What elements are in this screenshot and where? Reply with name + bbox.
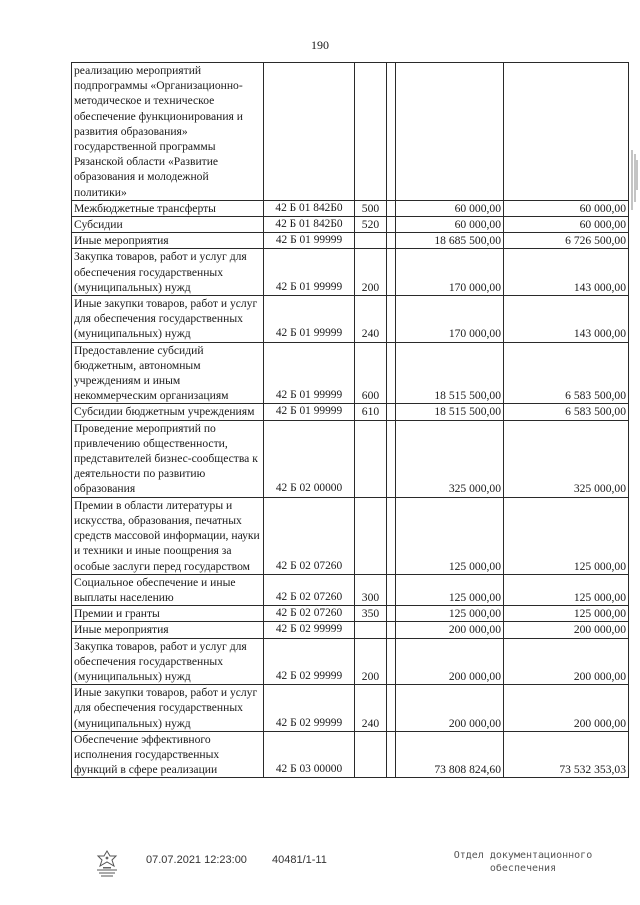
cell-sum-2 bbox=[504, 63, 629, 201]
cell-spacer bbox=[387, 63, 396, 201]
table-row bbox=[72, 249, 629, 296]
cell-spacer bbox=[387, 420, 396, 497]
cell-name: Иные закупки товаров, работ и услуг для обеспечения государственных (муниципальных) нужд bbox=[72, 296, 264, 343]
cell-name: Иные мероприятия bbox=[72, 233, 264, 249]
table-row bbox=[72, 296, 629, 343]
cell-name: Субсидии bbox=[72, 217, 264, 233]
table-row bbox=[72, 574, 629, 605]
cell-name: Закупка товаров, работ и услуг для обеспечения государственных (муниципальных) нужд bbox=[72, 638, 264, 685]
cell-spacer bbox=[387, 217, 396, 233]
cell-spacer bbox=[387, 497, 396, 574]
cell-name: Премии в области литературы и искусства, образования, печатных средств массовой информации, науки и техники и иные поощрения за особые заслуги перед государством bbox=[72, 497, 264, 574]
cell-sum-2: 6 583 500,00 bbox=[504, 342, 629, 404]
cell-expense-type: 200 bbox=[355, 638, 387, 685]
cell-sum-1: 125 000,00 bbox=[396, 574, 504, 605]
cell-sum-2: 60 000,00 bbox=[504, 217, 629, 233]
cell-sum-2: 125 000,00 bbox=[504, 606, 629, 622]
cell-spacer bbox=[387, 249, 396, 296]
cell-sum-2: 143 000,00 bbox=[504, 249, 629, 296]
table-row bbox=[72, 497, 629, 574]
cell-spacer bbox=[387, 606, 396, 622]
emblem-stamp-icon bbox=[92, 848, 122, 878]
cell-target-code: 42 Б 02 07260 bbox=[264, 606, 355, 622]
cell-target-code: 42 Б 01 99999 bbox=[264, 249, 355, 296]
cell-sum-2: 200 000,00 bbox=[504, 638, 629, 685]
footer-doc-number: 40481/1-11 bbox=[272, 854, 327, 866]
cell-target-code: 42 Б 01 99999 bbox=[264, 233, 355, 249]
cell-sum-2: 200 000,00 bbox=[504, 685, 629, 732]
cell-spacer bbox=[387, 404, 396, 420]
cell-sum-2: 60 000,00 bbox=[504, 200, 629, 216]
cell-name: Иные мероприятия bbox=[72, 622, 264, 638]
cell-name: Предоставление субсидий бюджетным, автономным учреждениям и иным некоммерческим организациям bbox=[72, 342, 264, 404]
cell-expense-type bbox=[355, 233, 387, 249]
cell-expense-type: 240 bbox=[355, 296, 387, 343]
cell-sum-2: 325 000,00 bbox=[504, 420, 629, 497]
cell-target-code: 42 Б 02 99999 bbox=[264, 685, 355, 732]
cell-spacer bbox=[387, 638, 396, 685]
table-row bbox=[72, 622, 629, 638]
cell-sum-2: 200 000,00 bbox=[504, 622, 629, 638]
cell-expense-type bbox=[355, 731, 387, 778]
cell-target-code: 42 Б 02 07260 bbox=[264, 497, 355, 574]
cell-sum-1: 18 515 500,00 bbox=[396, 404, 504, 420]
cell-sum-1: 73 808 824,60 bbox=[396, 731, 504, 778]
page-number: 190 bbox=[311, 38, 329, 52]
cell-target-code: 42 Б 01 842Б0 bbox=[264, 200, 355, 216]
cell-sum-2: 6 583 500,00 bbox=[504, 404, 629, 420]
table-row bbox=[72, 342, 629, 404]
cell-expense-type: 600 bbox=[355, 342, 387, 404]
cell-sum-1: 18 515 500,00 bbox=[396, 342, 504, 404]
cell-sum-2: 143 000,00 bbox=[504, 296, 629, 343]
cell-target-code: 42 Б 02 00000 bbox=[264, 420, 355, 497]
cell-sum-2: 73 532 353,03 bbox=[504, 731, 629, 778]
table-row bbox=[72, 638, 629, 685]
cell-target-code: 42 Б 01 99999 bbox=[264, 404, 355, 420]
cell-sum-1: 170 000,00 bbox=[396, 296, 504, 343]
cell-sum-1: 200 000,00 bbox=[396, 638, 504, 685]
cell-sum-1: 325 000,00 bbox=[396, 420, 504, 497]
cell-target-code: 42 Б 03 00000 bbox=[264, 731, 355, 778]
cell-expense-type: 520 bbox=[355, 217, 387, 233]
cell-target-code: 42 Б 01 99999 bbox=[264, 296, 355, 343]
cell-sum-1: 18 685 500,00 bbox=[396, 233, 504, 249]
cell-spacer bbox=[387, 200, 396, 216]
cell-expense-type: 500 bbox=[355, 200, 387, 216]
cell-expense-type: 240 bbox=[355, 685, 387, 732]
table-row bbox=[72, 233, 629, 249]
table-row bbox=[72, 217, 629, 233]
cell-spacer bbox=[387, 342, 396, 404]
cell-sum-1: 60 000,00 bbox=[396, 217, 504, 233]
budget-table-body bbox=[72, 63, 629, 778]
cell-expense-type: 300 bbox=[355, 574, 387, 605]
cell-expense-type: 610 bbox=[355, 404, 387, 420]
cell-name: Социальное обеспечение и иные выплаты населению bbox=[72, 574, 264, 605]
cell-name: Межбюджетные трансферты bbox=[72, 200, 264, 216]
cell-name: реализацию мероприятий подпрограммы «Организационно-методическое и техническое обеспечение функционирования и развития образования» государственной программы Рязанской области «Развитие образования и молодежной политики» bbox=[72, 63, 264, 201]
department-stamp-line1: Отдел документационного bbox=[453, 850, 593, 861]
cell-expense-type bbox=[355, 63, 387, 201]
cell-target-code: 42 Б 02 99999 bbox=[264, 622, 355, 638]
table-row bbox=[72, 606, 629, 622]
cell-sum-1: 60 000,00 bbox=[396, 200, 504, 216]
cell-name: Субсидии бюджетным учреждениям bbox=[72, 404, 264, 420]
cell-spacer bbox=[387, 574, 396, 605]
cell-sum-1: 200 000,00 bbox=[396, 622, 504, 638]
department-stamp-line2: обеспечения bbox=[489, 863, 557, 874]
department-stamp bbox=[428, 849, 618, 875]
cell-spacer bbox=[387, 685, 396, 732]
cell-expense-type bbox=[355, 420, 387, 497]
cell-sum-1: 170 000,00 bbox=[396, 249, 504, 296]
table-row bbox=[72, 731, 629, 778]
table-row bbox=[72, 420, 629, 497]
cell-spacer bbox=[387, 731, 396, 778]
cell-target-code: 42 Б 02 07260 bbox=[264, 574, 355, 605]
cell-name: Обеспечение эффективного исполнения государственных функций в сфере реализации bbox=[72, 731, 264, 778]
cell-name: Иные закупки товаров, работ и услуг для обеспечения государственных (муниципальных) нужд bbox=[72, 685, 264, 732]
cell-sum-2: 125 000,00 bbox=[504, 497, 629, 574]
cell-name: Закупка товаров, работ и услуг для обеспечения государственных (муниципальных) нужд bbox=[72, 249, 264, 296]
cell-expense-type: 350 bbox=[355, 606, 387, 622]
cell-target-code: 42 Б 02 99999 bbox=[264, 638, 355, 685]
cell-sum-1: 200 000,00 bbox=[396, 685, 504, 732]
table-row bbox=[72, 404, 629, 420]
cell-name: Проведение мероприятий по привлечению общественности, представителей бизнес-сообщества к деятельности по развитию образования bbox=[72, 420, 264, 497]
budget-table bbox=[71, 62, 629, 778]
cell-expense-type: 200 bbox=[355, 249, 387, 296]
cell-sum-2: 6 726 500,00 bbox=[504, 233, 629, 249]
cell-spacer bbox=[387, 233, 396, 249]
cell-target-code: 42 Б 01 842Б0 bbox=[264, 217, 355, 233]
cell-expense-type bbox=[355, 622, 387, 638]
page-footer bbox=[0, 846, 640, 896]
footer-date: 07.07.2021 12:23:00 bbox=[146, 854, 247, 866]
table-row bbox=[72, 200, 629, 216]
scan-edge-marks bbox=[630, 150, 638, 210]
cell-sum-1 bbox=[396, 63, 504, 201]
cell-sum-1: 125 000,00 bbox=[396, 497, 504, 574]
table-row bbox=[72, 685, 629, 732]
cell-sum-2: 125 000,00 bbox=[504, 574, 629, 605]
cell-spacer bbox=[387, 296, 396, 343]
cell-spacer bbox=[387, 622, 396, 638]
cell-name: Премии и гранты bbox=[72, 606, 264, 622]
cell-target-code: 42 Б 01 99999 bbox=[264, 342, 355, 404]
cell-sum-1: 125 000,00 bbox=[396, 606, 504, 622]
cell-target-code bbox=[264, 63, 355, 201]
table-row bbox=[72, 63, 629, 201]
cell-expense-type bbox=[355, 497, 387, 574]
